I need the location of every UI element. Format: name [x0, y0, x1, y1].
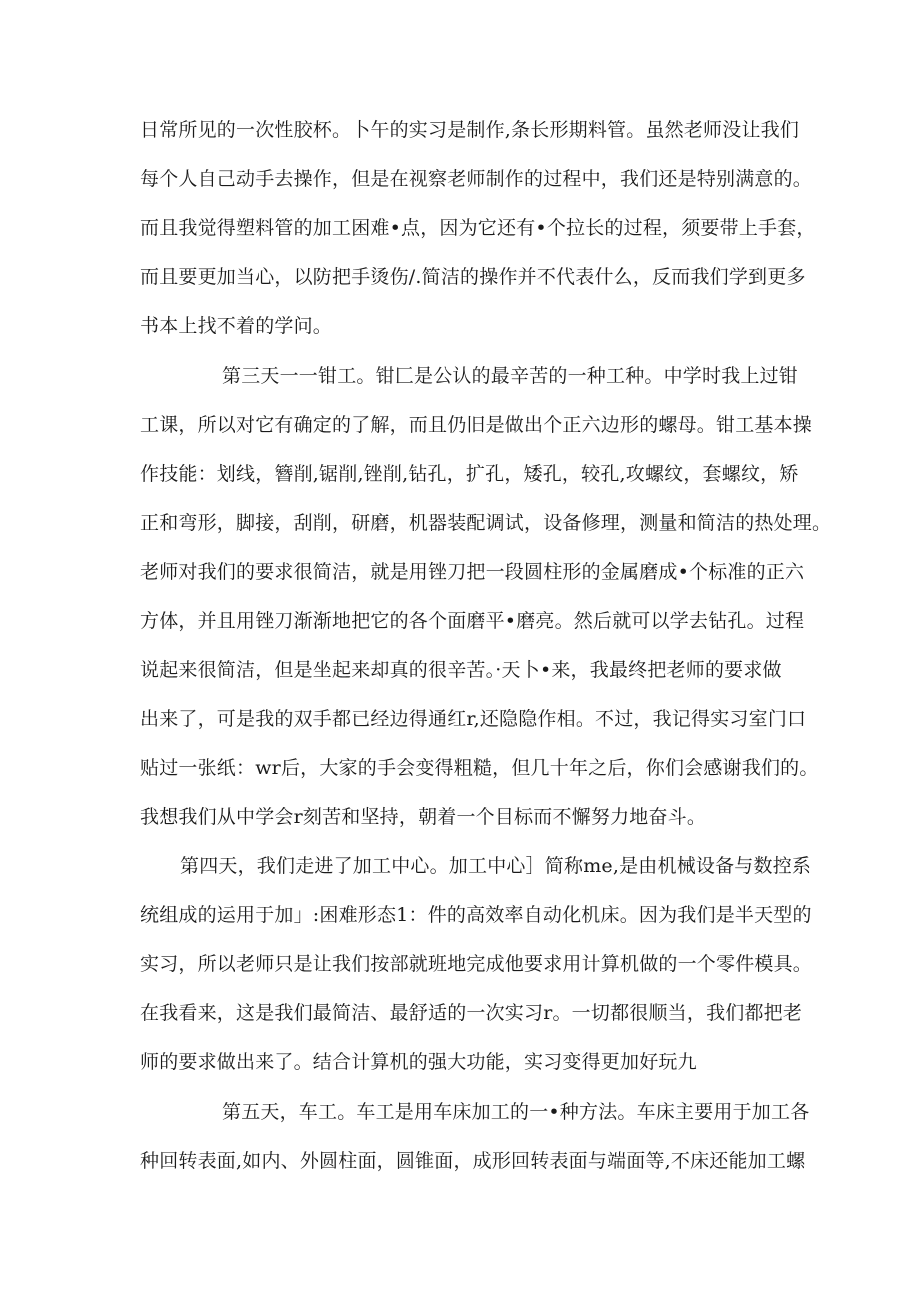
text-line: 书本上找不着的学问。 — [140, 315, 333, 337]
text-line: 种回转表面,如内、外圆柱面，圆锥面，成形回转表面与端面等,不床还能加工螺 — [140, 1150, 806, 1172]
text-line: 实习，所以老师只是让我们按部就班地完成他要求用计算机做的一个零件模具。 — [140, 953, 813, 975]
text-line: 我想我们从中学会r刻苦和坚持，朝着一个目标而不懈努力地奋斗。 — [140, 806, 707, 828]
text-line: 出来了，可是我的双手都已经边得通红r,还隐隐作相。不过，我记得实习室门口 — [140, 708, 807, 730]
text-line: 老师对我们的要求很简洁，就是用锉刀把一段圆柱形的金属磨成•个标准的正六 — [140, 561, 805, 583]
text-line: 而且要更加当心，以防把手烫伤/.简洁的操作并不代表什么，反而我们学到更多 — [140, 266, 806, 288]
text-line: 工课，所以对它有确定的了解，而且仍旧是做出个正六边形的螺母。钳工基本操 — [140, 414, 813, 436]
text-line: 日常所见的一次性胶杯。卜午的实习是制作,条长形期料管。虽然老师没让我们 — [140, 119, 800, 141]
text-line: 每个人自己动手去操作，但是在视察老师制作的过程中，我们还是特别满意的。 — [140, 168, 813, 190]
text-line: 贴过一张纸：wr后，大家的手会变得粗糙，但几十年之后，你们会感谢我们的。 — [140, 757, 819, 779]
text-line: 第三天一一钳工。钳匚是公认的最辛苦的一种工种。中学时我上过钳 — [222, 365, 799, 387]
text-line: 统组成的运用于加」:困难形态1：件的高效率自动化机床。因为我们是半天型的 — [140, 904, 812, 926]
text-line: 第五天，车工。车工是用车床加工的一•种方法。车床主要用于加工各 — [222, 1101, 810, 1123]
text-line: 而且我觉得塑料管的加工困难•点，因为它还有•个拉长的过程，须要带上手套， — [140, 217, 816, 239]
text-line: 作技能：划线，簪削,锯削,锉削,钻孔，扩孔，矮孔，较孔,攻螺纹，套螺纹，矫 — [140, 463, 799, 485]
text-line: 说起来很简洁，但是坐起来却真的很辛苦。·天卜•来，我最终把老师的要求做 — [140, 659, 782, 681]
text-line: 第四天，我们走进了加工中心。加工中心］简称me,是由机械设备与数控系 — [180, 855, 812, 877]
text-line: 在我看来，这是我们最简洁、最舒适的一次实习r。一切都很顺当，我们都把老 — [140, 1002, 803, 1024]
text-line: 正和弯形，脚接，刮削，研磨，机器装配调试，设备修理，测量和简洁的热处理。 — [140, 512, 832, 534]
text-line: 方体，并且用锉刀渐渐地把它的各个面磨平•磨亮。然后就可以学去钻孔。过程 — [140, 610, 805, 632]
text-line: 师的要求做出来了。结合计算机的强大功能，实习变得更加好玩九 — [140, 1051, 697, 1073]
